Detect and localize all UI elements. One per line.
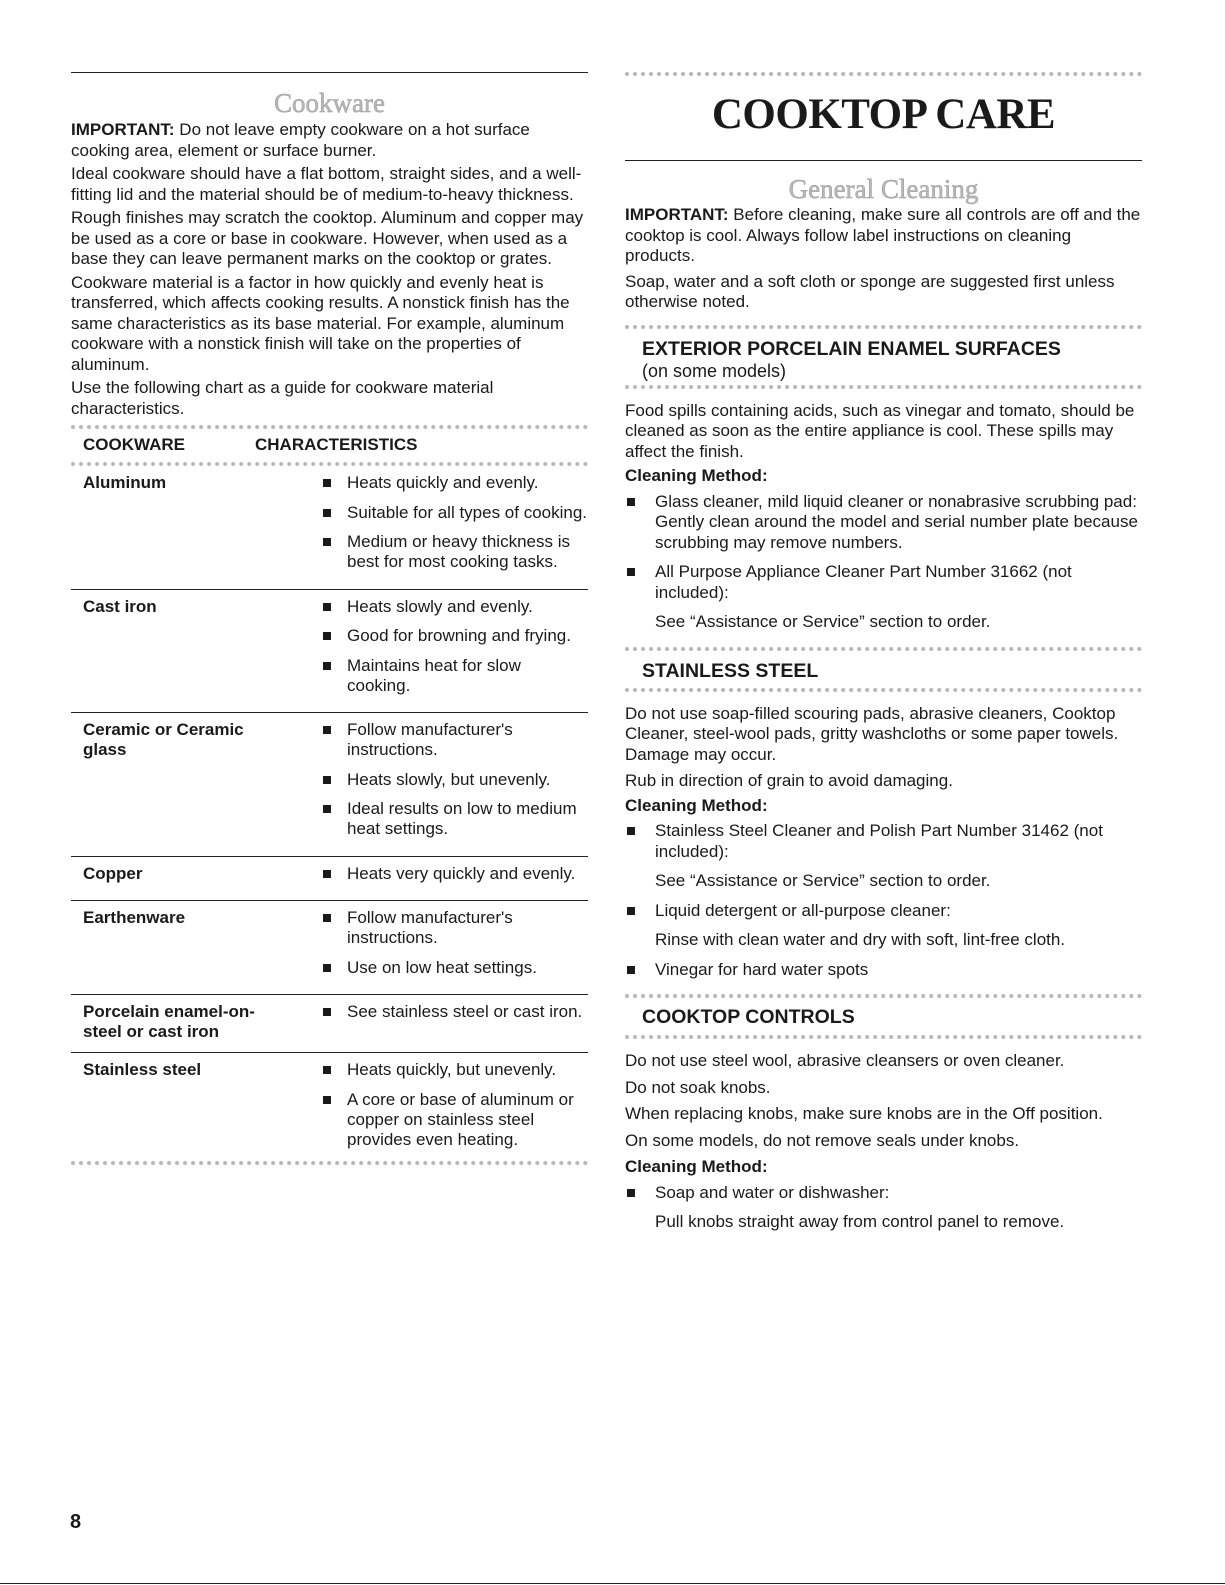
table-row	[71, 466, 588, 589]
cookware-paragraph: Ideal cookware should have a flat bottom, straight sides, and a well-fitting lid and the material should be of medium-to-heavy thickness.	[71, 164, 582, 204]
controls-bullet: Soap and water or dishwasher:	[625, 1183, 1142, 1204]
characteristics-cell	[315, 856, 588, 901]
controls-line: When replacing knobs, make sure knobs are in the Off position.	[625, 1104, 1103, 1123]
important-label: IMPORTANT:	[71, 120, 175, 139]
cookware-title: Cookware	[274, 88, 385, 118]
porcelain-bullet: All Purpose Appliance Cleaner Part Number 31662 (not included):	[625, 562, 1142, 603]
table-bottom-rule	[71, 1161, 588, 1165]
bottom-rule	[0, 1583, 1225, 1584]
cleaning-important	[625, 205, 1142, 267]
stainless-bullet-note: Rinse with clean water and dry with soft, lint-free cloth.	[655, 930, 1066, 949]
material-cell: Aluminum	[71, 466, 315, 589]
top-rule	[71, 72, 588, 73]
characteristic-item: Maintains heat for slow cooking.	[315, 656, 588, 696]
table-row	[71, 995, 588, 1053]
controls-line: Do not soak knobs.	[625, 1077, 771, 1097]
controls-line: Do not use steel wool, abrasive cleansers or oven cleaner.	[625, 1051, 1065, 1070]
important-text: Do not leave empty cookware on a hot surface cooking area, element or surface burner.	[71, 120, 530, 160]
stainless-text: Rub in direction of grain to avoid damaging.	[625, 771, 953, 790]
characteristic-item: Good for browning and frying.	[315, 626, 588, 646]
material-cell: Cast iron	[71, 589, 315, 713]
characteristics-cell	[315, 1053, 588, 1157]
page-title: COOKTOP CARE	[711, 91, 1056, 138]
section-rule	[625, 688, 1142, 692]
controls-heading: COOKTOP CONTROLS	[642, 1006, 855, 1028]
top-dotted-rule	[625, 72, 1142, 76]
section-rule	[625, 1035, 1142, 1039]
characteristic-item: Use on low heat settings.	[315, 958, 588, 978]
porcelain-bullet-note: See “Assistance or Service” section to order.	[655, 612, 991, 631]
characteristics-cell	[315, 466, 588, 589]
table-row	[71, 1053, 588, 1157]
porcelain-bullet: Glass cleaner, mild liquid cleaner or nonabrasive scrubbing pad: Gently clean around the model and serial number plate because scrubbing may remove numbers.	[625, 492, 1142, 554]
general-cleaning-title: General Cleaning	[788, 174, 979, 204]
header-characteristics: CHARACTERISTICS	[255, 435, 418, 454]
stainless-bullet: Stainless Steel Cleaner and Polish Part Number 31462 (not included):	[625, 821, 1142, 862]
stainless-bullet-note: See “Assistance or Service” section to order.	[655, 871, 991, 890]
characteristic-item: Ideal results on low to medium heat settings.	[315, 799, 588, 839]
table-row	[71, 901, 588, 995]
characteristic-item: Heats very quickly and evenly.	[315, 864, 588, 884]
cooktop-care-column	[625, 72, 1142, 1242]
material-cell: Porcelain enamel-on-steel or cast iron	[71, 995, 315, 1053]
cleaning-intro: Soap, water and a soft cloth or sponge are suggested first unless otherwise noted.	[625, 271, 1115, 311]
characteristic-item: Heats quickly, but unevenly.	[315, 1060, 588, 1080]
stainless-heading: STAINLESS STEEL	[642, 659, 819, 682]
stainless-bullet: Vinegar for hard water spots	[625, 960, 1142, 981]
cookware-table	[71, 429, 588, 462]
characteristic-item: Follow manufacturer's instructions.	[315, 908, 588, 948]
title-rule	[625, 160, 1142, 161]
characteristic-item: Heats slowly, but unevenly.	[315, 770, 588, 790]
material-cell: Copper	[71, 856, 315, 901]
cookware-paragraph: Rough finishes may scratch the cooktop. Aluminum and copper may be used as a core or base in cookware. However, when used as a base they can leave permanent marks on the cooktop or grates.	[71, 208, 584, 268]
important-label: IMPORTANT:	[625, 205, 729, 224]
stainless-method-label: Cleaning Method:	[625, 795, 768, 815]
cookware-table-body	[71, 466, 588, 1157]
characteristic-item: Heats slowly and evenly.	[315, 597, 588, 617]
controls-bullet-note: Pull knobs straight away from control panel to remove.	[655, 1212, 1065, 1231]
page-number: 8	[70, 1511, 82, 1533]
characteristic-item: Heats quickly and evenly.	[315, 473, 588, 493]
characteristics-cell	[315, 901, 588, 995]
cookware-important	[71, 120, 588, 161]
important-text: Before cleaning, make sure all controls are off and the cooktop is cool. Always follow label instructions on cleaning products.	[625, 205, 1141, 265]
stainless-text: Do not use soap-filled scouring pads, abrasive cleaners, Cooktop Cleaner, steel-wool pads, gritty washcloths or some paper towels. Damage may occur.	[625, 703, 1119, 764]
characteristic-item: A core or base of aluminum or copper on stainless steel provides even heating.	[315, 1090, 588, 1150]
cookware-column	[71, 72, 588, 1165]
cookware-paragraph: Cookware material is a factor in how quickly and evenly heat is transferred, which affects cooking results. A nonstick finish has the same characteristics as its base material. For example, aluminum cookware with a nonstick finish will take on the properties of aluminum.	[71, 272, 570, 374]
porcelain-text: Food spills containing acids, such as vinegar and tomato, should be cleaned as soon as the entire appliance is cool. These spills may affect the finish.	[625, 400, 1135, 461]
cookware-paragraph: Use the following chart as a guide for cookware material characteristics.	[71, 378, 494, 418]
header-cookware: COOKWARE	[83, 435, 185, 454]
characteristic-item: See stainless steel or cast iron.	[315, 1002, 588, 1022]
porcelain-heading: EXTERIOR PORCELAIN ENAMEL SURFACES	[642, 337, 1061, 360]
porcelain-method-label: Cleaning Method:	[625, 466, 768, 485]
material-cell: Ceramic or Ceramic glass	[71, 713, 315, 857]
characteristic-item: Medium or heavy thickness is best for most cooking tasks.	[315, 532, 588, 572]
controls-method-label: Cleaning Method:	[625, 1157, 768, 1176]
characteristics-cell	[315, 995, 588, 1053]
characteristic-item: Suitable for all types of cooking.	[315, 503, 588, 523]
table-row	[71, 589, 588, 713]
table-header-row	[71, 429, 588, 462]
characteristics-cell	[315, 713, 588, 857]
stainless-bullet: Liquid detergent or all-purpose cleaner:	[625, 901, 1142, 922]
controls-line: On some models, do not remove seals under knobs.	[625, 1130, 1020, 1150]
material-cell: Stainless steel	[83, 1060, 202, 1079]
characteristics-cell	[315, 589, 588, 713]
material-cell: Earthenware	[71, 901, 315, 995]
table-row	[71, 856, 588, 901]
porcelain-note: (on some models)	[642, 360, 787, 381]
section-rule	[625, 385, 1142, 389]
characteristic-item: Follow manufacturer's instructions.	[315, 720, 588, 760]
table-row	[71, 713, 588, 857]
